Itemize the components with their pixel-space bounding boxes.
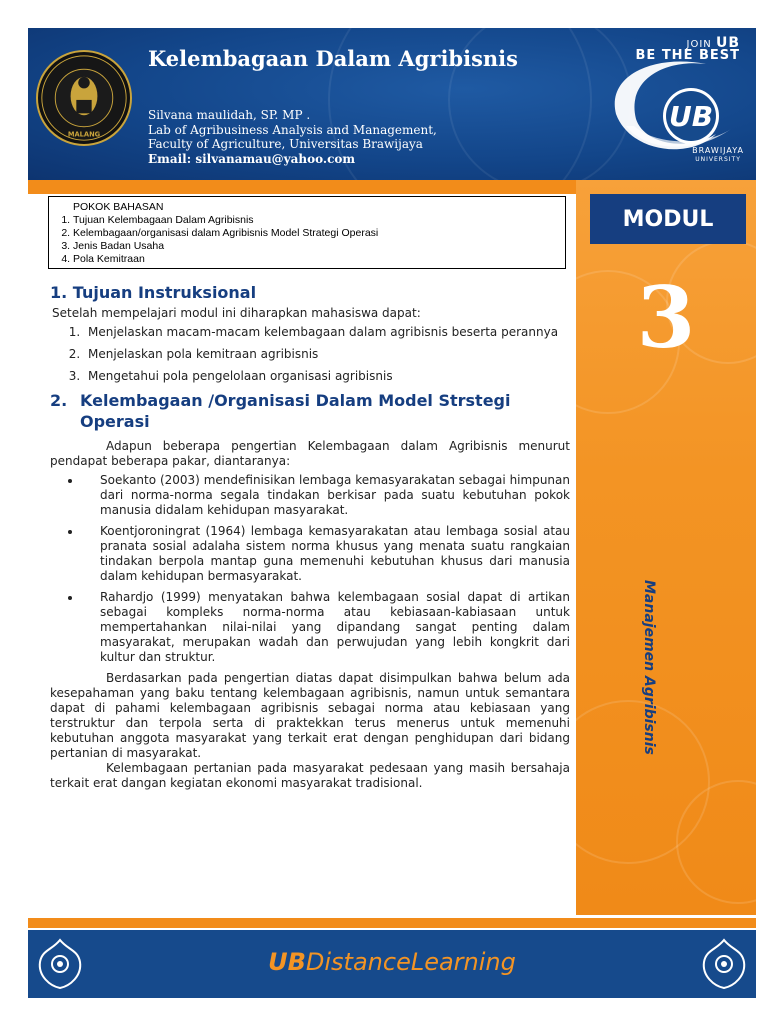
footer-brand	[28, 948, 756, 976]
brand-rest: DistanceLearning	[305, 948, 516, 976]
topics-list	[59, 214, 557, 266]
seal-text: MALANG	[67, 130, 101, 139]
ub-logo-text: UB	[668, 100, 714, 133]
ub-university: UNIVERSITY	[695, 156, 741, 163]
slogan-best: BE THE BEST	[635, 48, 740, 63]
section-title-line1: Kelembagaan /Organisasi Dalam Model Strstegi	[80, 391, 511, 410]
brand-bold: UB	[268, 948, 306, 976]
ub-university-name	[692, 146, 744, 164]
author-lab: Lab of Agribusiness Analysis and Management,	[148, 122, 437, 137]
definition-item: • Rahardjo (1999) menyatakan bahwa kelembagaan sosial dapat di artikan sebagai kompleks norma-norma atau kebiasaan-kabiasaan untuk mempertahankan nilai-nilai yang dipandang sangat penting dalam masyarakat, merupakan wadah dan perwujudan yang lebih kongkrit dari kultur dan struktur.	[82, 590, 570, 665]
author-faculty: Faculty of Agriculture, Universitas Brawijaya	[148, 137, 423, 151]
header-orange-strip	[28, 180, 576, 194]
modul-number: 3	[636, 268, 696, 367]
main-content	[44, 196, 570, 791]
section-2-heading	[50, 391, 570, 431]
slogan-join: JOIN	[686, 39, 712, 50]
topic-item: 2. Kelembagaan/organisasi dalam Agribisnis Model Strategi Operasi	[73, 227, 557, 240]
topics-box	[48, 196, 566, 269]
definition-item: • Soekanto (2003) mendefinisikan lembaga kemasyarakatan sebagai himpunan dari norma-norma segala tindakan berkisar pada suatu kebutuhan pokok manusia didalam kehidupan masyarakat.	[82, 473, 570, 518]
section-number: 1.	[50, 283, 68, 302]
objective-item: 2. Menjelaskan pola kemitraan agribisnis	[84, 347, 570, 362]
sidebar-caption: Manajemen Agribisnis	[641, 580, 657, 755]
module-title: Kelembagaan Dalam Agribisnis	[148, 46, 518, 71]
university-seal-logo	[36, 50, 132, 146]
section-title-line2: Operasi	[80, 412, 150, 431]
module-sidebar	[576, 180, 756, 915]
definitions-list	[44, 473, 570, 665]
objective-item: 3. Mengetahui pola pengelolaan organisasi agribisnis	[84, 369, 570, 384]
author-info	[148, 108, 437, 166]
definitions-intro: Adapun beberapa pengertian Kelembagaan dalam Agribisnis menurut pendapat beberapa pakar, diantaranya:	[50, 439, 570, 468]
section-number: 2.	[50, 391, 68, 410]
ub-brawijaya: BRAWIJAYA	[692, 146, 744, 155]
seal-icon	[38, 52, 130, 144]
rural-paragraph: Kelembagaan pertanian pada masyarakat pedesaan yang masih bersahaja terkait erat dangan kegiatan ekonomi masyarakat tradisional.	[50, 761, 570, 790]
slogan-ub: UB	[715, 35, 740, 51]
objective-item: 1. Menjelaskan macam-macam kelembagaan dalam agribisnis beserta perannya	[84, 325, 570, 340]
section-title: Tujuan Instruksional	[72, 283, 257, 302]
topic-item: 4. Pola Kemitraan	[73, 253, 557, 266]
topics-title: POKOK BAHASAN	[73, 201, 164, 213]
objectives-intro: Setelah mempelajari modul ini diharapkan mahasiswa dapat:	[52, 306, 421, 320]
conclusion-paragraph: Berdasarkan pada pengertian diatas dapat disimpulkan bahwa belum ada kesepahaman yang baku tentang kelembagaan agribisnis, namun untuk semantara dapat di pahami kelembagaan agribisnis sebagai norma atau kebiasaan yang terstruktur dan terpola serta di praktekkan terus menerus untuk memenuhi kebutuhan anggota masyarakat yang terkait erat dengan penghidupan dari bidang pertanian di masyarakat.	[50, 671, 570, 760]
modul-label: MODUL	[590, 194, 746, 244]
definition-item: • Koentjoroningrat (1964) lembaga kemasyarakatan atau lembaga sosial atau pranata sosial adalaha sistem norma khusus yang menata suatu rangkaian tindakan berpola mantap guna memenuhi kebutuhan khusus dari manusia dalam kehidupan bermasyarakat.	[82, 524, 570, 584]
topic-item: 3. Jenis Badan Usaha	[73, 240, 557, 253]
author-name: Silvana maulidah, SP. MP .	[148, 108, 311, 122]
author-email: Email: silvanamau@yahoo.com	[148, 151, 356, 166]
ornament-icon	[698, 936, 750, 992]
footer-orange-strip	[28, 918, 756, 928]
topic-item: 1. Tujuan Kelembagaan Dalam Agribisnis	[73, 214, 557, 227]
header-banner	[28, 28, 756, 180]
ub-slogan	[635, 35, 741, 63]
section-1-heading	[50, 283, 570, 302]
footer-banner	[28, 930, 756, 998]
objectives-list	[44, 325, 570, 384]
